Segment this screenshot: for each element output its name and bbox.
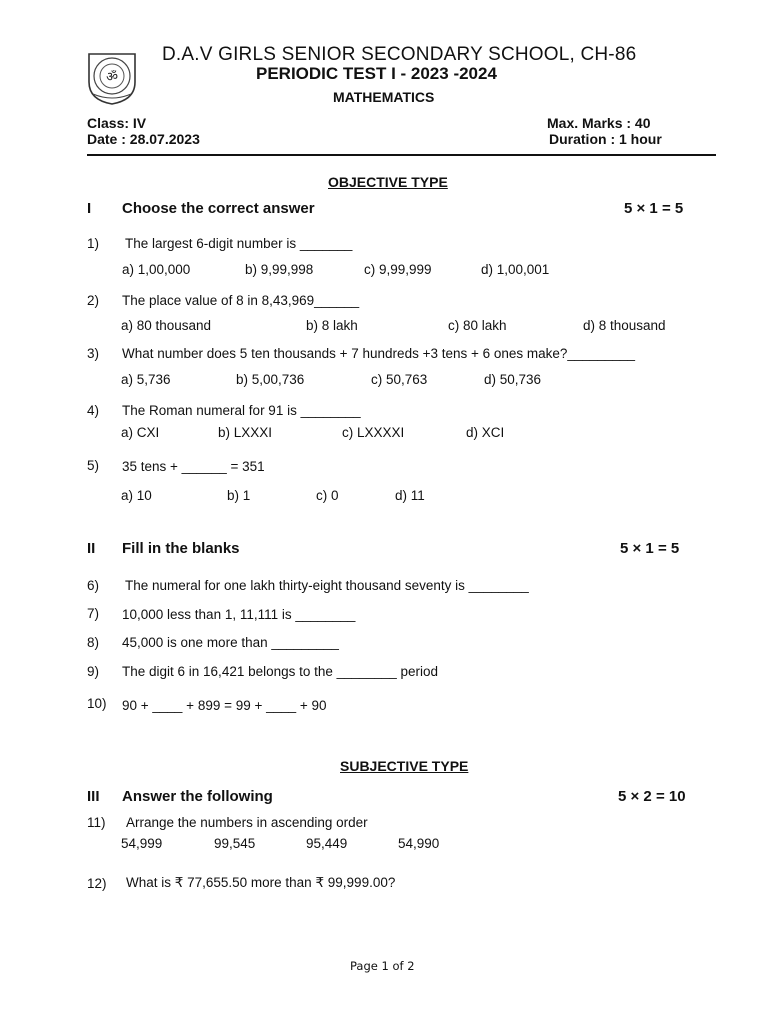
test-title: PERIODIC TEST I - 2023 -2024 xyxy=(256,64,497,83)
option: b) 8 lakh xyxy=(306,318,358,333)
question-number: 12) xyxy=(87,876,107,891)
option: a) CXI xyxy=(121,425,160,440)
option: c) 9,99,999 xyxy=(364,262,432,277)
option: b) 1 xyxy=(227,488,251,503)
option: a) 80 thousand xyxy=(121,318,212,333)
section-2-title: Fill in the blanks xyxy=(122,540,240,557)
section-2-marks: 5 × 1 = 5 xyxy=(620,540,680,557)
svg-text:ॐ: ॐ xyxy=(106,70,118,85)
option: c) LXXXXI xyxy=(342,425,405,440)
question-number: 3) xyxy=(87,346,100,361)
section-1-marks: 5 × 1 = 5 xyxy=(624,200,684,217)
question-number: 8) xyxy=(87,635,100,650)
school-logo xyxy=(81,48,143,106)
header-divider xyxy=(87,154,716,156)
question-text: Arrange the numbers in ascending order xyxy=(126,815,368,830)
question-number: 2) xyxy=(87,293,100,308)
question-text: What number does 5 ten thousands + 7 hundreds +3 tens + 6 ones make?_________ xyxy=(122,346,635,361)
question-number: 6) xyxy=(87,578,100,593)
question-number: 10) xyxy=(87,696,107,711)
date-label: Date : 28.07.2023 xyxy=(87,131,200,147)
question-number: 5) xyxy=(87,458,100,473)
question-text: What is ₹ 77,655.50 more than ₹ 99,999.00? xyxy=(126,875,396,890)
question-number: 11) xyxy=(87,815,106,830)
option: c) 80 lakh xyxy=(448,318,507,333)
question-text: The numeral for one lakh thirty-eight thousand seventy is ________ xyxy=(125,578,529,593)
option: b) 5,00,736 xyxy=(236,372,305,387)
section-3-number: III xyxy=(87,788,100,805)
option: d) 11 xyxy=(395,488,425,503)
page-number: Page 1 of 2 xyxy=(350,959,415,973)
school-name: D.A.V GIRLS SENIOR SECONDARY SCHOOL, CH-86 xyxy=(162,44,637,65)
option: c) 0 xyxy=(316,488,339,503)
option: d) 50,736 xyxy=(484,372,542,387)
section-3-marks: 5 × 2 = 10 xyxy=(618,788,686,805)
question-text: 90 + ____ + 899 = 99 + ____ + 90 xyxy=(122,698,327,713)
option: b) 9,99,998 xyxy=(245,262,314,277)
section-2-number: II xyxy=(87,540,96,557)
number-item: 54,990 xyxy=(398,836,440,851)
subject-title: MATHEMATICS xyxy=(333,89,435,105)
option: a) 10 xyxy=(121,488,152,503)
number-item: 95,449 xyxy=(306,836,348,851)
section-3-title: Answer the following xyxy=(122,788,273,805)
option: c) 50,763 xyxy=(371,372,428,387)
question-number: 1) xyxy=(87,236,100,251)
question-text: The place value of 8 in 8,43,969______ xyxy=(122,293,360,308)
option: d) XCI xyxy=(466,425,505,440)
duration-label: Duration : 1 hour xyxy=(549,131,662,147)
question-number: 7) xyxy=(87,606,100,621)
option: a) 1,00,000 xyxy=(122,262,191,277)
question-number: 9) xyxy=(87,664,100,679)
question-text: 45,000 is one more than _________ xyxy=(122,635,339,650)
option: d) 8 thousand xyxy=(583,318,666,333)
question-number: 4) xyxy=(87,403,100,418)
question-text: The digit 6 in 16,421 belongs to the ________ period xyxy=(122,664,438,679)
question-text: 35 tens + ______ = 351 xyxy=(122,459,265,474)
question-text: The Roman numeral for 91 is ________ xyxy=(122,403,361,418)
question-text: 10,000 less than 1, 11,111 is ________ xyxy=(122,607,356,622)
option: a) 5,736 xyxy=(121,372,171,387)
option: d) 1,00,001 xyxy=(481,262,550,277)
objective-heading: OBJECTIVE TYPE xyxy=(328,174,448,190)
section-1-number: I xyxy=(87,200,92,217)
number-item: 99,545 xyxy=(214,836,256,851)
number-item: 54,999 xyxy=(121,836,163,851)
class-label: Class: IV xyxy=(87,115,147,131)
question-text: The largest 6-digit number is _______ xyxy=(125,236,353,251)
option: b) LXXXI xyxy=(218,425,273,440)
subjective-heading: SUBJECTIVE TYPE xyxy=(340,758,469,774)
max-marks-label: Max. Marks : 40 xyxy=(547,115,651,131)
section-1-title: Choose the correct answer xyxy=(122,200,315,217)
